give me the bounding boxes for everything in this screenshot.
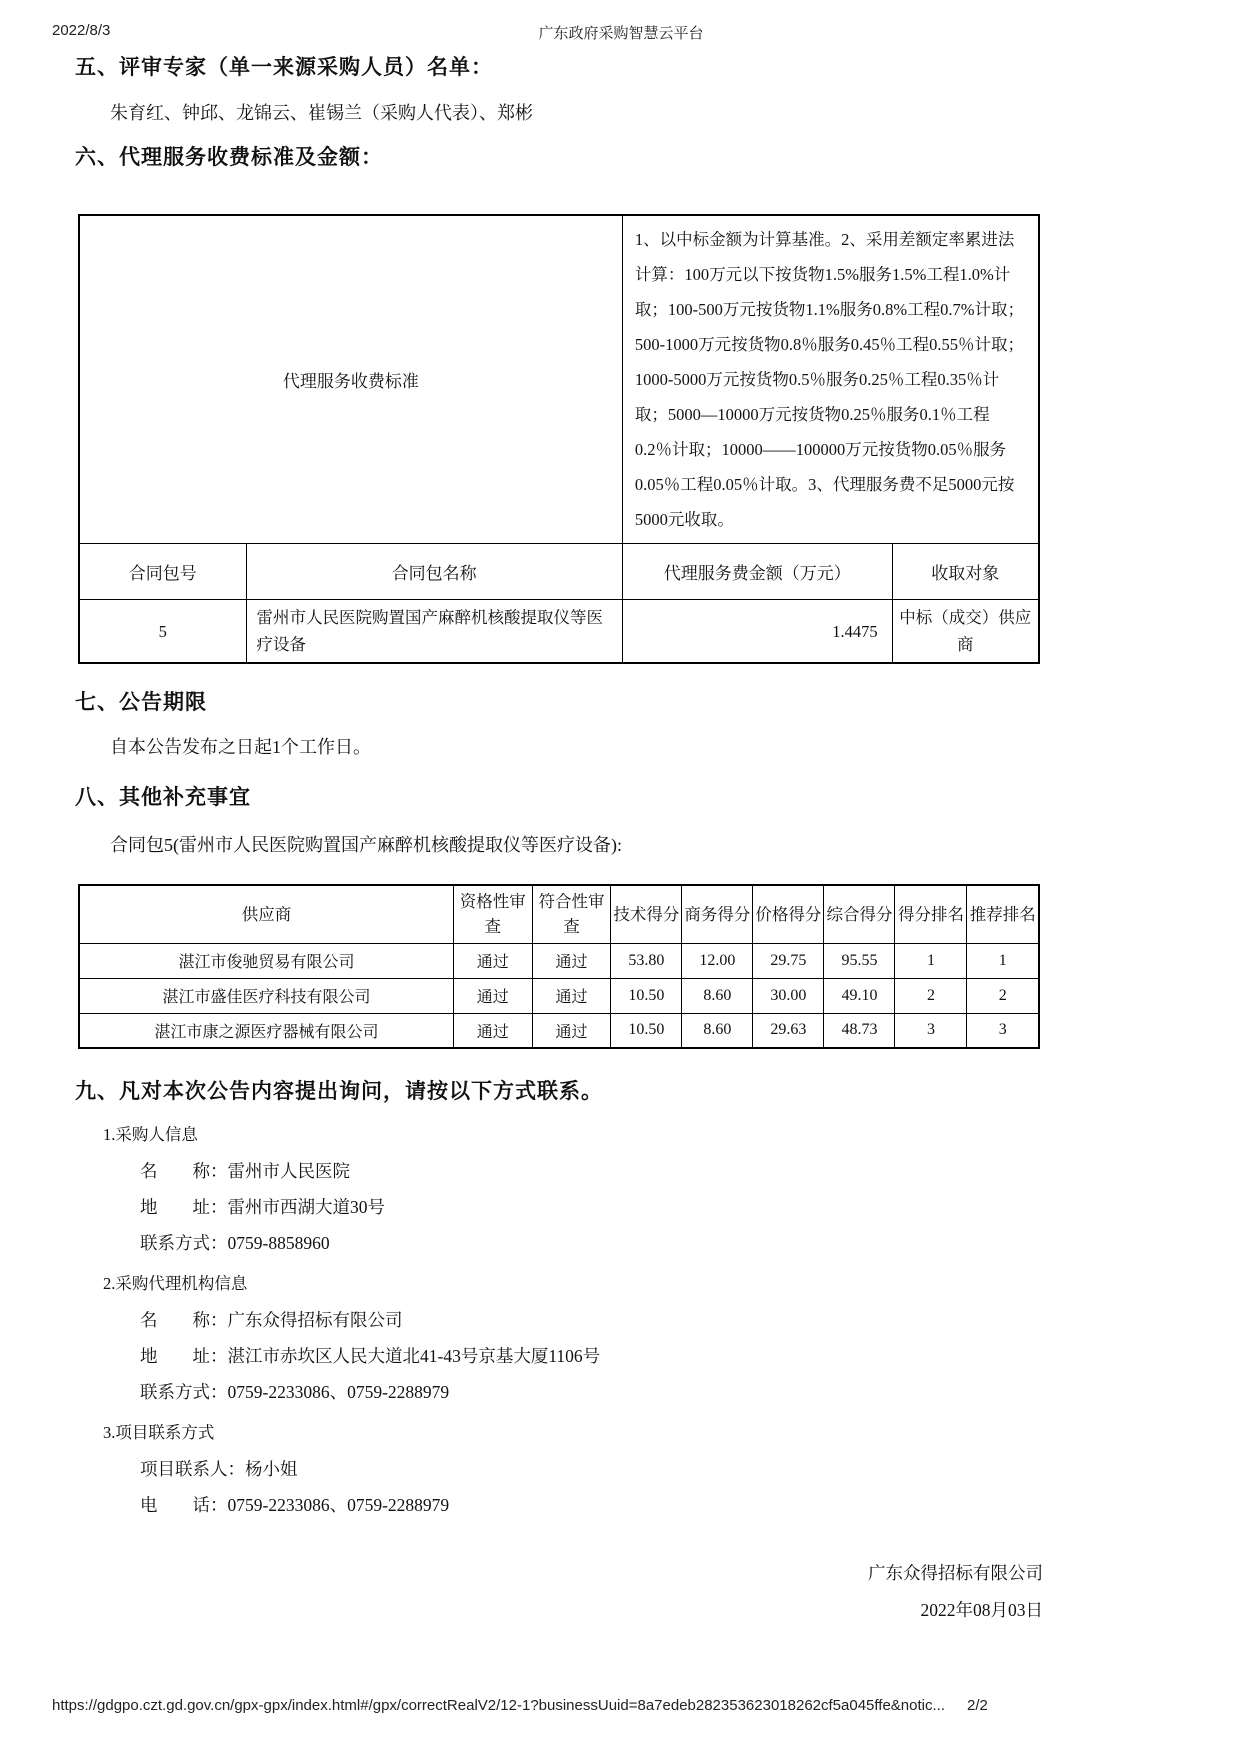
recommend-rank: 2 [967,978,1039,1013]
technical-score: 10.50 [611,1013,682,1048]
price-score: 30.00 [753,978,824,1013]
contact-line-phone: 电 话：0759-2233086、0759-2288979 [140,1495,450,1515]
expert-names: 朱育红、钟邱、龙锦云、崔锡兰（采购人代表）、郑彬 [110,103,533,123]
footer-url: https://gdgpo.czt.gd.gov.cn/gpx-gpx/index.html#/gpx/correctRealV2/12-1?businessUuid=8a7edeb282353623018262cf5a045ffe&notic... [52,1697,945,1714]
fee-col-header-amount: 代理服务费金额（万元） [622,544,892,600]
contact-line-name: 名 称：雷州市人民医院 [140,1161,350,1181]
document-content [75,48,1043,1622]
score-header-row [79,885,1039,943]
score-rank: 3 [895,1013,967,1048]
contact-line-address: 地 址：雷州市西湖大道30号 [140,1197,385,1217]
signature-company: 广东众得招标有限公司 [868,1563,1043,1583]
score-col-header-business: 商务得分 [682,885,753,943]
print-header [52,22,1190,44]
score-col-header-score-rank: 得分排名 [895,885,967,943]
conformity-result: 通过 [532,943,611,978]
price-score: 29.63 [753,1013,824,1048]
contact-group-title: 3.项目联系方式 [103,1423,215,1442]
composite-score: 48.73 [824,1013,895,1048]
contact-line-address: 地 址：湛江市赤坎区人民大道北41-43号京基大厦1106号 [140,1346,601,1366]
score-row [79,1013,1039,1048]
fee-header-row [79,544,1039,600]
package-name: 雷州市人民医院购置国产麻醉机核酸提取仪等医疗设备 [246,600,622,664]
charge-target: 中标（成交）供应商 [892,600,1039,664]
business-score: 8.60 [682,1013,753,1048]
price-score: 29.75 [753,943,824,978]
contact-line-person: 项目联系人：杨小姐 [140,1459,298,1479]
supplier-name: 湛江市康之源医疗器械有限公司 [79,1013,453,1048]
contact-line-phone: 联系方式：0759-2233086、0759-2288979 [140,1382,450,1402]
score-rank: 1 [895,943,967,978]
supplier-name: 湛江市盛佳医疗科技有限公司 [79,978,453,1013]
contact-group-title: 1.采购人信息 [103,1125,198,1144]
score-rank: 2 [895,978,967,1013]
business-score: 8.60 [682,978,753,1013]
contact-group-title: 2.采购代理机构信息 [103,1274,248,1293]
fee-col-header-package-no: 合同包号 [79,544,246,600]
contact-group-project [75,1421,1043,1517]
score-col-header-composite: 综合得分 [824,885,895,943]
recommend-rank: 3 [967,1013,1039,1048]
qualification-result: 通过 [453,943,532,978]
signature-block [75,1561,1043,1622]
technical-score: 10.50 [611,978,682,1013]
fee-table [78,214,1040,664]
score-row [79,943,1039,978]
section-9-heading: 九、凡对本次公告内容提出询问，请按以下方式联系。 [75,1079,603,1103]
technical-score: 53.80 [611,943,682,978]
contact-group-purchaser [75,1123,1043,1255]
fee-standard-text: 1、以中标金额为计算基准。2、采用差额定率累进法计算：100万元以下按货物1.5%服务1.5%工程1.0%计取；100-500万元按货物1.1%服务0.8%工程0.7%计取；500-1000万元按货物0.8％服务0.45％工程0.55％计取；1000-5000万元按货物0.5％服务0.25％工程0.35％计取；5000—10000万元按货物0.25％服务0.1％工程0.2％计取；10000——100000万元按货物0.05％服务0.05％工程0.05％计取。3、代理服务费不足5000元按5000元收取。 [622,215,1039,544]
score-col-header-supplier: 供应商 [79,885,453,943]
section-6-heading: 六、代理服务收费标准及金额： [75,145,383,169]
package5-subtitle: 合同包5(雷州市人民医院购置国产麻醉机核酸提取仪等医疗设备): [110,835,622,855]
print-date: 2022/8/3 [52,22,111,39]
score-col-header-qualification: 资格性审查 [453,885,532,943]
contact-line-phone: 联系方式：0759-8858960 [140,1233,330,1253]
contact-line-name: 名 称：广东众得招标有限公司 [140,1310,403,1330]
score-col-header-price: 价格得分 [753,885,824,943]
score-col-header-conformity: 符合性审查 [532,885,611,943]
notice-period-text: 自本公告发布之日起1个工作日。 [110,737,371,757]
score-table [78,884,1040,1049]
score-col-header-technical: 技术得分 [611,885,682,943]
conformity-result: 通过 [532,978,611,1013]
signature-date: 2022年08月03日 [920,1600,1043,1620]
recommend-rank: 1 [967,943,1039,978]
composite-score: 49.10 [824,978,895,1013]
supplier-name: 湛江市俊驰贸易有限公司 [79,943,453,978]
fee-standard-row [79,215,1039,544]
conformity-result: 通过 [532,1013,611,1048]
page-number: 2/2 [966,1697,988,1714]
package-number: 5 [79,600,246,664]
contact-group-agency [75,1272,1043,1404]
composite-score: 95.55 [824,943,895,978]
business-score: 12.00 [682,943,753,978]
section-7-heading: 七、公告期限 [75,690,207,714]
qualification-result: 通过 [453,1013,532,1048]
fee-col-header-target: 收取对象 [892,544,1039,600]
score-row [79,978,1039,1013]
fee-data-row [79,600,1039,664]
section-5-heading: 五、评审专家（单一来源采购人员）名单： [75,55,493,79]
fee-amount: 1.4475 [622,600,892,664]
section-8-heading: 八、其他补充事宜 [75,785,251,809]
site-title: 广东政府采购智慧云平台 [538,25,704,42]
score-col-header-recommend-rank: 推荐排名 [967,885,1039,943]
fee-standard-label: 代理服务收费标准 [79,215,622,544]
qualification-result: 通过 [453,978,532,1013]
print-footer [52,1697,1190,1714]
fee-col-header-package-name: 合同包名称 [246,544,622,600]
